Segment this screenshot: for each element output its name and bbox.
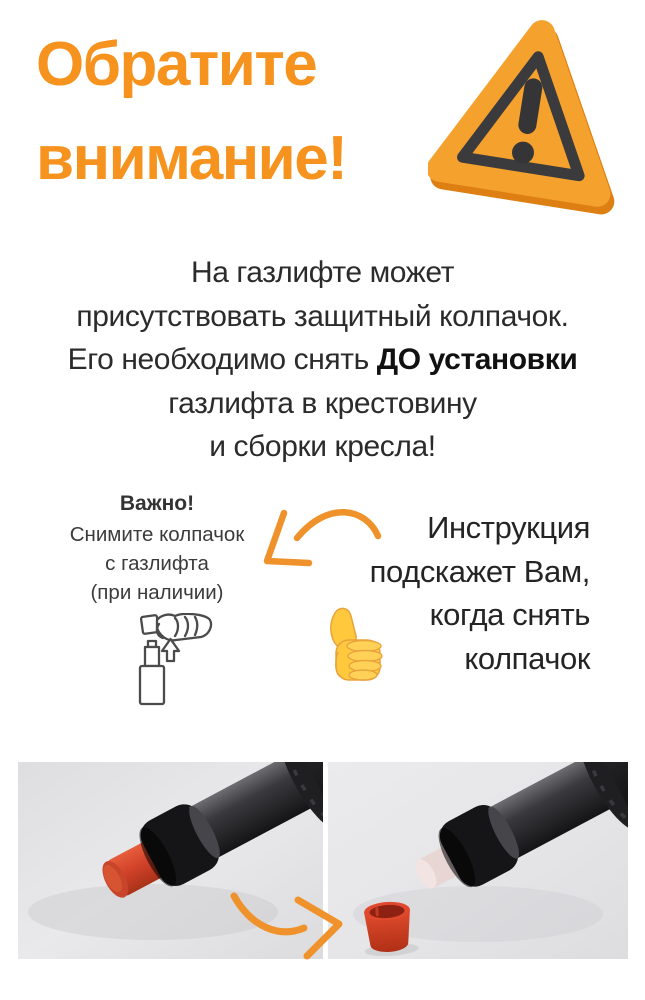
gas-lift-cap-removed-photo	[328, 762, 628, 959]
notice-line: На газлифте может	[190, 256, 455, 289]
notice-line-bold: ДО установки	[376, 343, 578, 376]
notice-line-text: Его необходимо снять	[67, 343, 377, 376]
important-title: Важно!	[119, 492, 195, 515]
instruction-line: колпачок	[464, 640, 590, 676]
page-title	[36, 18, 346, 206]
instruction-line: когда снять	[429, 597, 590, 632]
page-title-line2: внимание!	[36, 124, 347, 193]
warning-triangle-icon	[428, 16, 628, 216]
page-title-line1: Обратите	[36, 30, 317, 99]
notice-line: и сборки кресла!	[209, 430, 436, 463]
notice-line: присутствовать защитный колпачок.	[76, 299, 569, 333]
important-line: с газлифта	[105, 552, 209, 575]
curved-arrow-right-icon	[224, 884, 354, 964]
notice-line: газлифта в крестовину	[168, 386, 477, 420]
important-note	[32, 490, 282, 607]
important-line: (при наличии)	[90, 581, 224, 604]
notice-paragraph	[0, 251, 645, 469]
thumbs-up-icon	[322, 604, 392, 686]
important-line: Снимите колпачок	[69, 523, 245, 546]
remove-cap-diagram-icon	[134, 613, 218, 709]
instruction-line: подскажет Вам,	[369, 553, 590, 589]
instruction-line: Инструкция	[427, 510, 590, 545]
notice-line	[0, 338, 645, 382]
